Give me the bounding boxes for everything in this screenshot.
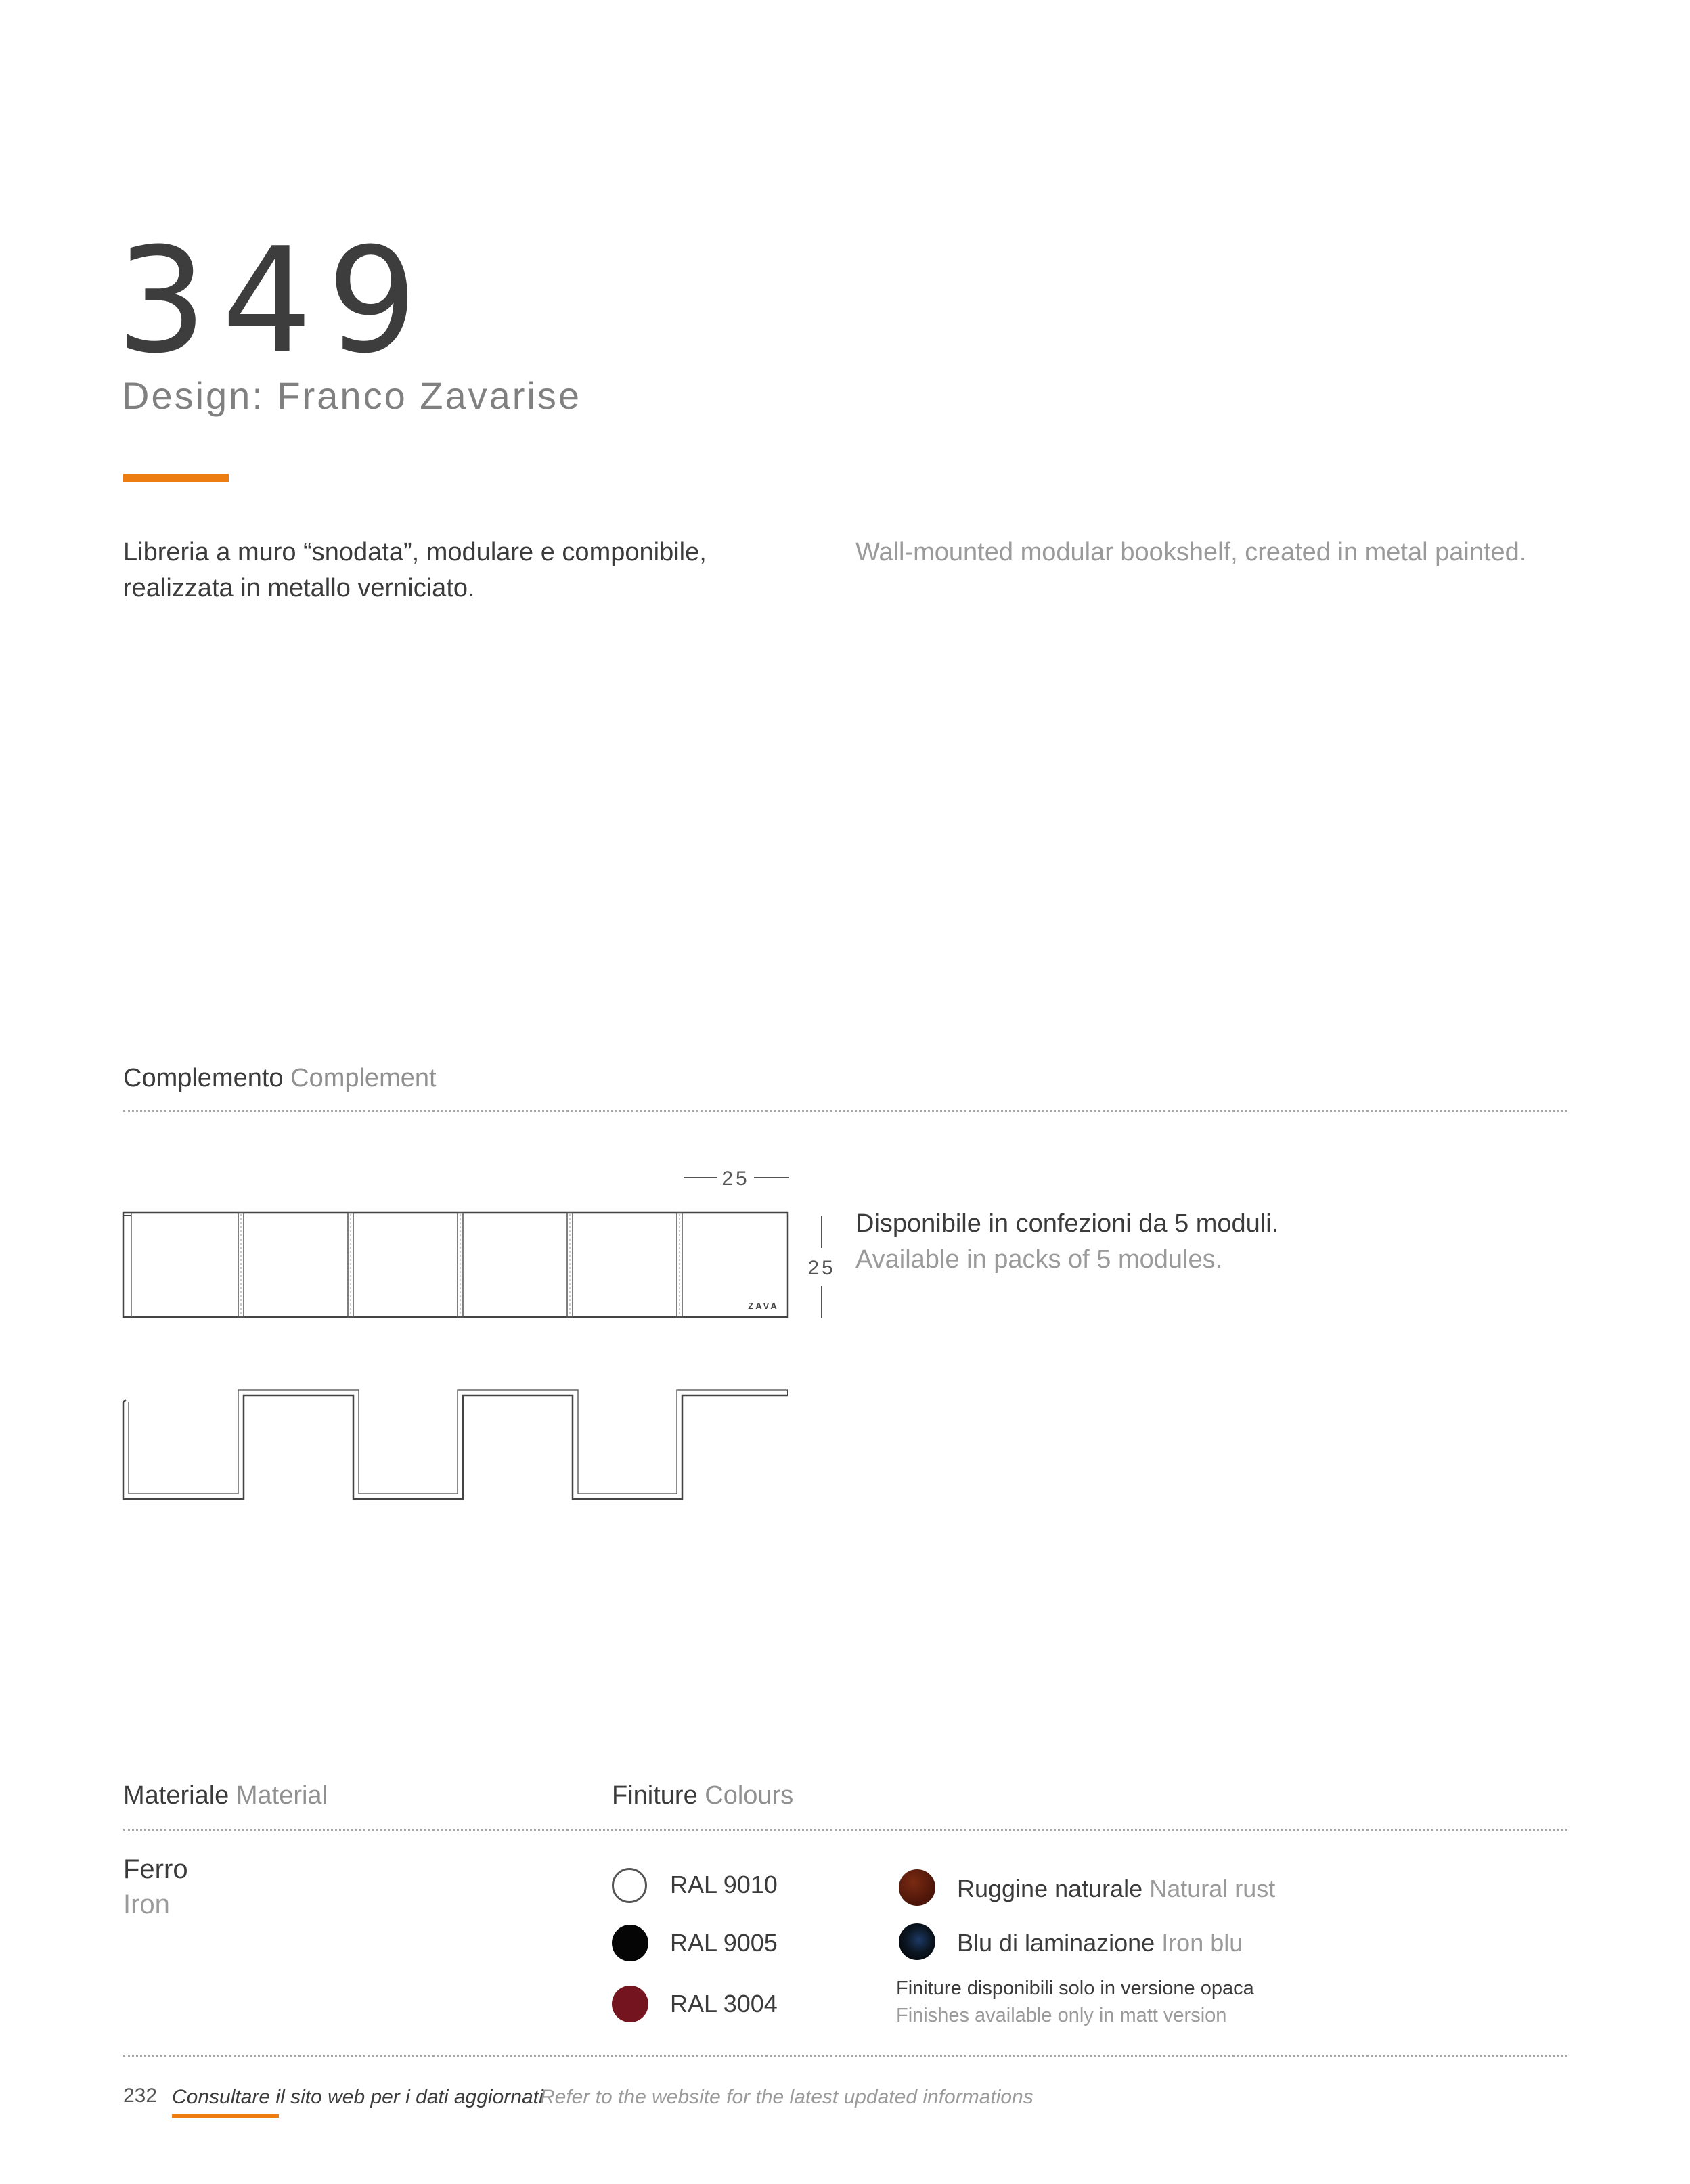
top-view-drawing bbox=[116, 1381, 793, 1509]
finishes-title-en: Colours bbox=[705, 1781, 794, 1810]
designer-credit: Design: Franco Zavarise bbox=[122, 374, 582, 417]
finishes-title-it: Finiture bbox=[612, 1781, 698, 1810]
footer-accent-bar bbox=[172, 2114, 279, 2118]
swatch-natural-rust bbox=[899, 1869, 935, 1906]
swatch-ral-9005 bbox=[612, 1925, 648, 1961]
material-title-it: Materiale bbox=[123, 1781, 229, 1810]
description-it-line2: realizzata in metallo verniciato. bbox=[123, 574, 475, 602]
material-value-en: Iron bbox=[123, 1890, 170, 1919]
finishes-section-title bbox=[612, 1781, 793, 1810]
availability-info bbox=[855, 1206, 1278, 1278]
finish-label-ral-3004: RAL 3004 bbox=[670, 1990, 778, 2018]
natural-rust-it: Ruggine naturale bbox=[957, 1875, 1143, 1902]
finish-label-iron-blue bbox=[957, 1929, 1243, 1957]
brand-logo-mark: ZAVA bbox=[748, 1301, 779, 1311]
description-it-line1: Libreria a muro “snodata”, modulare e componibile, bbox=[123, 538, 707, 566]
product-number: 349 bbox=[116, 216, 432, 386]
zigzag-outline-inner bbox=[129, 1390, 788, 1494]
iron-blue-it: Blu di laminazione bbox=[957, 1929, 1155, 1957]
finish-label-ral-9010: RAL 9010 bbox=[670, 1871, 778, 1898]
zigzag-outline-outer bbox=[123, 1396, 788, 1499]
availability-en: Available in packs of 5 modules. bbox=[855, 1245, 1223, 1274]
shelf-front-outline bbox=[123, 1213, 788, 1317]
description-english: Wall-mounted modular bookshelf, created in metal painted. bbox=[855, 538, 1527, 566]
material-divider bbox=[123, 1829, 1567, 1831]
width-dim-label: 25 bbox=[721, 1167, 750, 1190]
swatch-ral-9010 bbox=[612, 1868, 647, 1903]
accent-divider bbox=[123, 474, 229, 482]
finish-label-ral-9005: RAL 9005 bbox=[670, 1929, 778, 1957]
description-italian bbox=[123, 535, 773, 606]
footer-note-it: Consultare il sito web per i dati aggiornati bbox=[172, 2086, 543, 2108]
swatch-iron-blue bbox=[899, 1923, 935, 1960]
swatch-ral-3004 bbox=[612, 1986, 648, 2022]
complement-divider bbox=[123, 1110, 1567, 1112]
footer-note-en: Refer to the website for the latest updated informations bbox=[540, 2086, 1033, 2108]
finishes-note-it: Finiture disponibili solo in versione opaca bbox=[896, 1978, 1254, 1999]
material-section-title bbox=[123, 1781, 328, 1810]
footer-divider bbox=[123, 2055, 1567, 2057]
iron-blue-en: Iron blu bbox=[1161, 1929, 1243, 1957]
material-value-it: Ferro bbox=[123, 1854, 188, 1884]
natural-rust-en: Natural rust bbox=[1149, 1875, 1276, 1902]
availability-it: Disponibile in confezioni da 5 moduli. bbox=[855, 1209, 1279, 1238]
complement-section-title bbox=[123, 1064, 437, 1093]
complement-title-en: Complement bbox=[290, 1064, 437, 1092]
page-number: 232 bbox=[123, 2085, 158, 2107]
finishes-note-en: Finishes available only in matt version bbox=[896, 2005, 1227, 2026]
front-view-drawing bbox=[116, 1157, 847, 1333]
finish-label-natural-rust bbox=[957, 1875, 1275, 1903]
height-dim-label: 25 bbox=[807, 1257, 836, 1279]
material-title-en: Material bbox=[236, 1781, 328, 1810]
complement-title-it: Complemento bbox=[123, 1064, 284, 1092]
